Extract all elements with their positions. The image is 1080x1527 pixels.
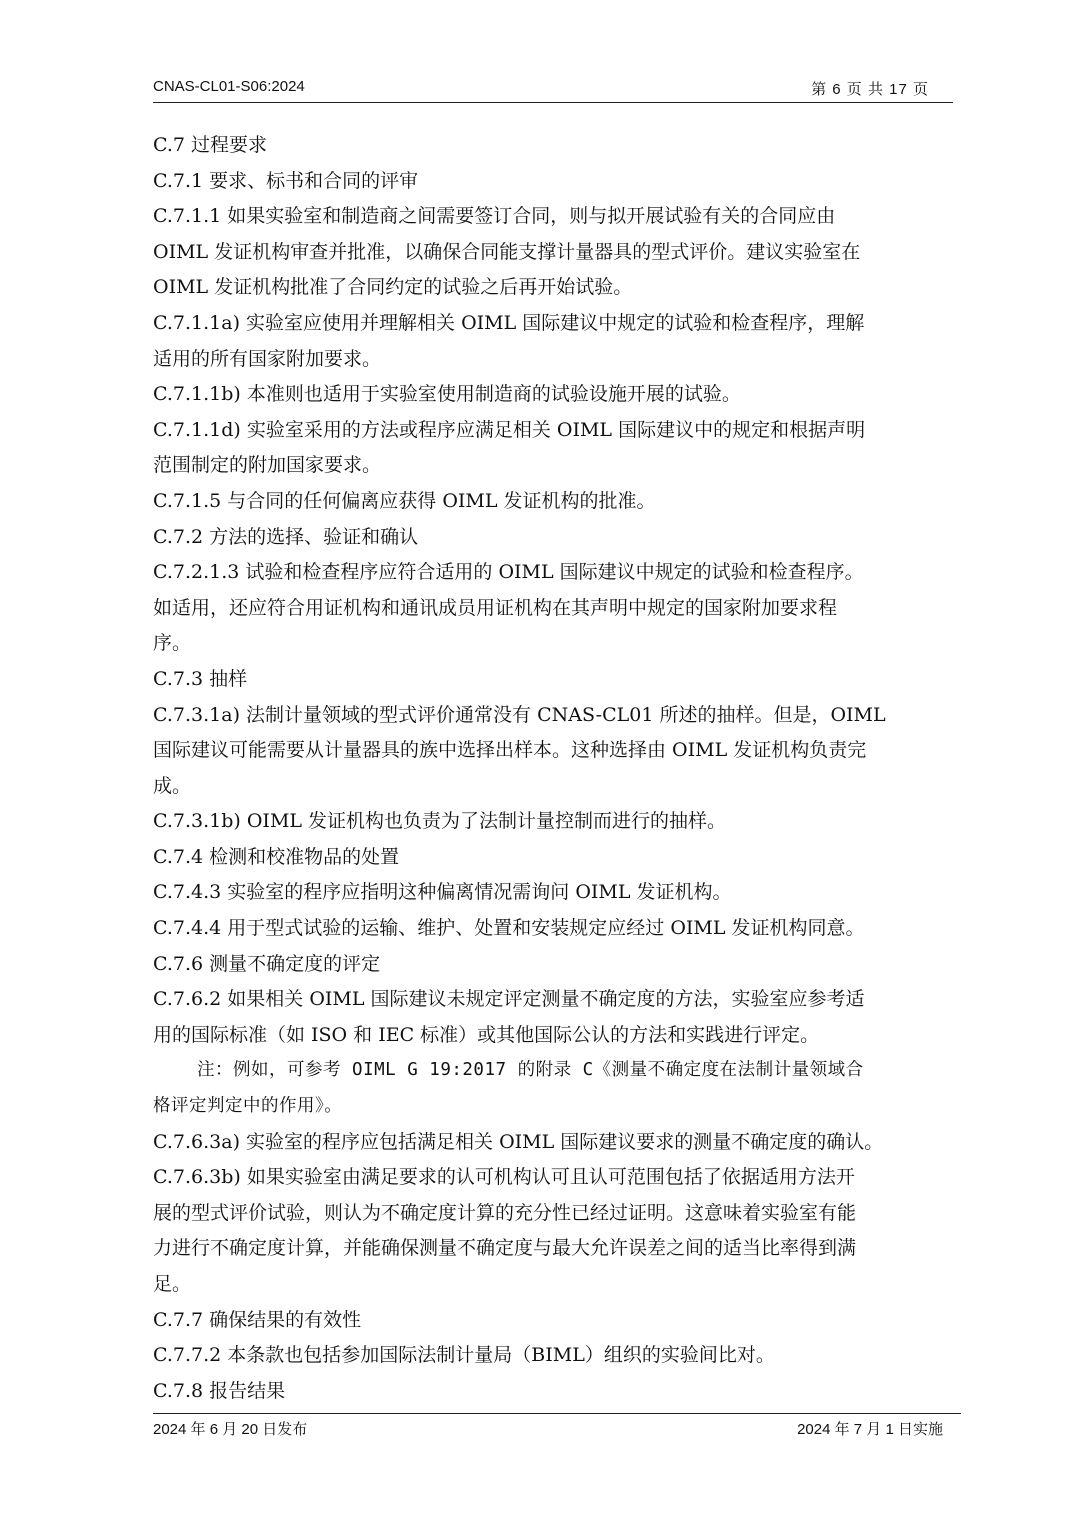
subsection-heading: C.7.8 报告结果 <box>153 1379 286 1402</box>
issue-date: 2024 年 6 月 20 日发布 <box>153 1421 308 1438</box>
paragraph-line: C.7.6.3a) 实验室的程序应包括满足相关 OIML 国际建议要求的测量不确定度的确认。 <box>153 1130 884 1153</box>
note-line: 格评定判定中的作用》。 <box>153 1096 343 1117</box>
paragraph-line: 足。 <box>153 1273 192 1295</box>
page-header <box>153 75 953 103</box>
paragraph-line: 成。 <box>153 774 192 797</box>
effective-date: 2024 年 7 月 1 日实施 <box>797 1421 943 1438</box>
paragraph-line: C.7.1.1d) 实验室采用的方法或程序应满足相关 OIML 国际建议中的规定和根据声明 <box>153 418 866 441</box>
paragraph-line: C.7.4.3 实验室的程序应指明这种偏离情况需询问 OIML 发证机构。 <box>153 881 732 904</box>
section-heading: C.7 过程要求 <box>153 134 268 156</box>
paragraph-line: C.7.1.1b) 本准则也适用于实验室使用制造商的试验设施开展的试验。 <box>153 383 741 406</box>
document-id: CNAS-CL01-S06:2024 <box>153 78 305 95</box>
paragraph-line: 适用的所有国家附加要求。 <box>153 347 382 370</box>
paragraph-line: C.7.7.2 本条款也包括参加国际法制计量局（BIML）组织的实验间比对。 <box>153 1344 775 1367</box>
paragraph-line: 序。 <box>153 632 192 655</box>
subsection-heading: C.7.2 方法的选择、验证和确认 <box>153 525 419 548</box>
paragraph-line: C.7.4.4 用于型式试验的运输、维护、处置和安装规定应经过 OIML 发证机构同意。 <box>153 917 865 940</box>
paragraph-line: 力进行不确定度计算，并能确保测量不确定度与最大允许误差之间的适当比率得到满 <box>153 1237 857 1260</box>
paragraph-line: 国际建议可能需要从计量器具的族中选择出样本。这种选择由 OIML 发证机构负责完 <box>153 739 867 762</box>
paragraph-line: C.7.3.1b) OIML 发证机构也负责为了法制计量控制而进行的抽样。 <box>153 810 727 833</box>
paragraph-line: C.7.1.1 如果实验室和制造商之间需要签订合同，则与拟开展试验有关的合同应由 <box>153 205 836 228</box>
page-number: 第 6 页 共 17 页 <box>811 81 929 98</box>
paragraph-line: C.7.3.1a) 法制计量领域的型式评价通常没有 CNAS-CL01 所述的抽样。但是，OIML <box>153 703 886 726</box>
note-line: 注：例如，可参考 OIML G 19:2017 的附录 C《测量不确定度在法制计量领域合 <box>197 1060 864 1081</box>
paragraph-line: C.7.1.1a) 实验室应使用并理解相关 OIML 国际建议中规定的试验和检查程序，理解 <box>153 311 865 334</box>
page-footer <box>153 1413 961 1438</box>
document-body <box>153 128 953 1409</box>
subsection-heading: C.7.6 测量不确定度的评定 <box>153 952 381 975</box>
subsection-heading: C.7.7 确保结果的有效性 <box>153 1308 362 1331</box>
subsection-heading: C.7.4 检测和校准物品的处置 <box>153 845 400 868</box>
paragraph-line: 展的型式评价试验，则认为不确定度计算的充分性已经过证明。这意味着实验室有能 <box>153 1201 857 1224</box>
paragraph-line: OIML 发证机构批准了合同约定的试验之后再开始试验。 <box>153 276 633 299</box>
subsection-heading: C.7.3 抽样 <box>153 667 248 690</box>
paragraph-line: 如适用，还应符合用证机构和通讯成员用证机构在其声明中规定的国家附加要求程 <box>153 596 838 619</box>
subsection-heading: C.7.1 要求、标书和合同的评审 <box>153 169 419 192</box>
paragraph-line: C.7.1.5 与合同的任何偏离应获得 OIML 发证机构的批准。 <box>153 489 656 512</box>
paragraph-line: 范围制定的附加国家要求。 <box>153 454 382 477</box>
paragraph-line: C.7.6.3b) 如果实验室由满足要求的认可机构认可且认可范围包括了依据适用方法开 <box>153 1166 855 1189</box>
paragraph-line: 用的国际标准（如 ISO 和 IEC 标准）或其他国际公认的方法和实践进行评定。 <box>153 1023 820 1046</box>
paragraph-line: OIML 发证机构审查并批准，以确保合同能支撑计量器具的型式评价。建议实验室在 <box>153 240 861 263</box>
paragraph-line: C.7.2.1.3 试验和检查程序应符合适用的 OIML 国际建议中规定的试验和检查程序。 <box>153 561 864 584</box>
paragraph-line: C.7.6.2 如果相关 OIML 国际建议未规定评定测量不确定度的方法，实验室应参考适 <box>153 988 865 1011</box>
